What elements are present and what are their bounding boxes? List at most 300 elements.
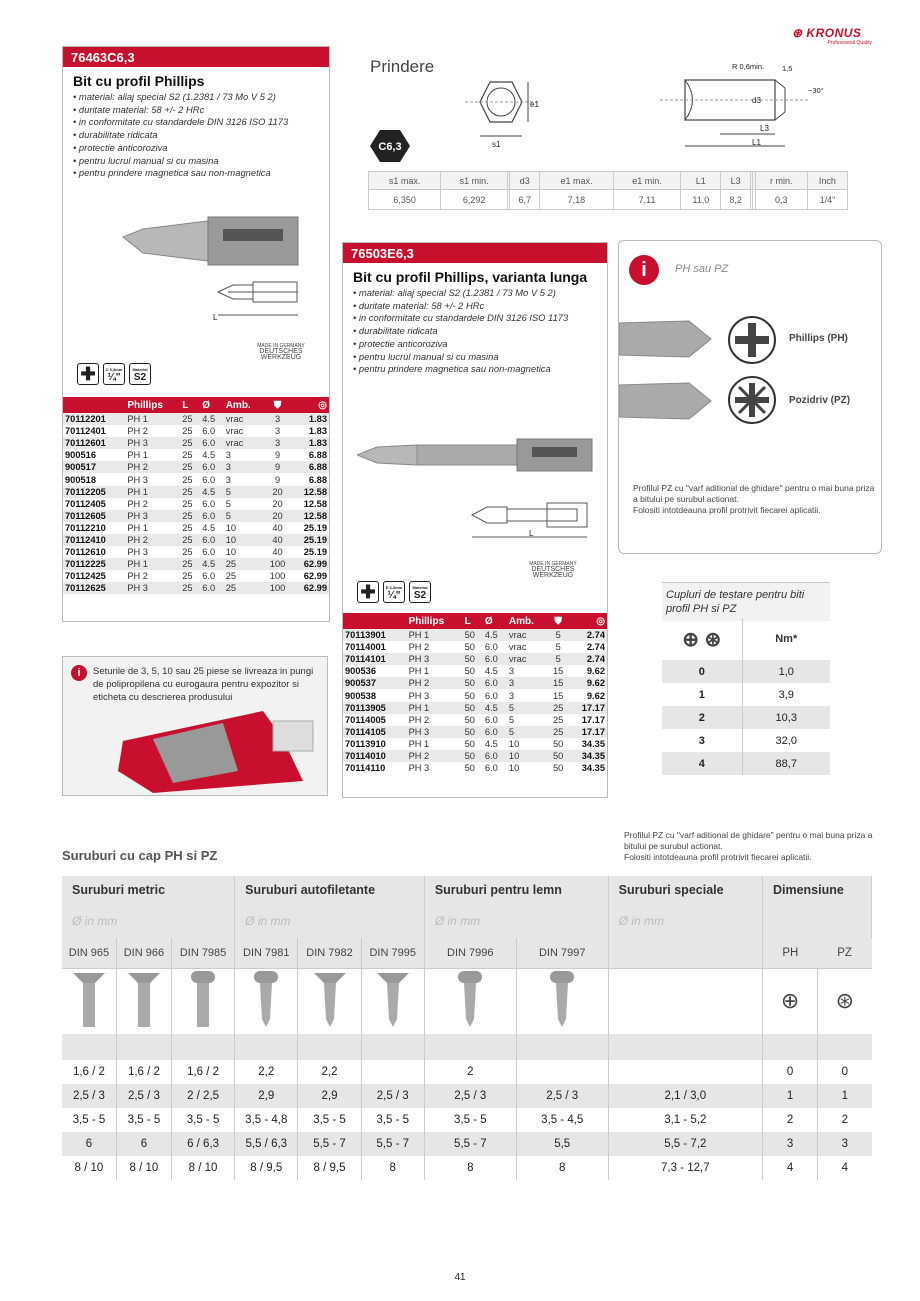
cell-code: 70112405 [65, 498, 106, 509]
screw-size-cell: 3,5 - 5 [62, 1108, 116, 1132]
screw-size-cell: 2,9 [298, 1084, 361, 1108]
cell-price-icon: 2.74 [568, 653, 607, 665]
cell-code: 70113901 [343, 629, 407, 641]
cell-pack: vrac [224, 413, 264, 425]
table-row [63, 546, 329, 558]
screw-image [62, 968, 116, 1034]
standard-label: DIN 7996 [424, 938, 516, 968]
cell-pack: 10 [508, 763, 520, 774]
ph-pz-text: Profilul PZ cu "varf aditional de ghidare" pentru o mai buna priza a bitului pe surubul actionat. Folositi intotdeauna profil protrivit fiecarei aplicatii. [633, 483, 875, 515]
material-text: S2 [133, 372, 147, 383]
product-code: 76463C6,3 [63, 47, 329, 67]
cell-phillips: PH 1 [125, 413, 180, 425]
screw-size-cell: 8 / 9,5 [235, 1156, 298, 1180]
cell-pack: 3 [224, 461, 264, 473]
torque-title: Cupluri de testare pentru biti profil PH si PZ [662, 582, 830, 621]
screw-size-cell: 1,6 / 2 [171, 1060, 234, 1084]
cell-code: 70114105 [343, 726, 407, 738]
table-row [343, 641, 607, 653]
cell-pack: 3 [508, 666, 515, 677]
cell-diameter: 4.5 [200, 486, 224, 498]
cell-phillips: PH 2 [408, 714, 430, 725]
screw-size-cell: 1,6 / 2 [116, 1060, 171, 1084]
table-row [343, 726, 607, 738]
screw-size-cell: 8 / 10 [116, 1156, 171, 1180]
cell-pack-icon: 40 [264, 534, 291, 546]
cell-phillips: PH 3 [127, 474, 148, 485]
shank-side-drawing [660, 68, 820, 152]
spacer-cell [171, 1034, 234, 1060]
cell-diameter: 4.5 [484, 666, 498, 677]
cell-phillips: PH 2 [408, 642, 430, 653]
table-row [343, 689, 607, 701]
cell-pack-icon: 40 [272, 522, 283, 533]
cell-code: 70113905 [343, 702, 407, 714]
torque-value: 32,0 [775, 734, 797, 747]
table-row [343, 762, 607, 774]
werkzeug-text: DEUTSCHES WERKZEUG [531, 566, 575, 579]
standard-label: DIN 7982 [298, 938, 361, 968]
cell-diameter: 6.0 [200, 461, 224, 473]
group-header: Suruburi speciale [608, 876, 762, 904]
screw-size-cell: 0 [841, 1066, 849, 1078]
spec-value: 7,11 [613, 190, 681, 210]
cell-diameter: 6.0 [483, 653, 507, 665]
phillips-profile-icon [727, 315, 777, 365]
cell-code: 70112610 [65, 547, 106, 558]
screw-size-cell: 5,5 / 6,3 [235, 1132, 298, 1156]
product-code: 76503E6,3 [343, 243, 607, 263]
drive-size-badge [383, 581, 405, 603]
feature-item: • in conformitate cu standardele DIN 3126 ISO 1173 [73, 116, 329, 129]
table-row [62, 1060, 872, 1084]
cell-code: 900538 [345, 690, 377, 701]
spec-value-row [369, 190, 848, 210]
feature-item: • pentru prindere magnetica sau non-magnetica [73, 167, 329, 180]
cell-pack-icon: 40 [272, 547, 283, 558]
pz-note-text: Profilul PZ cu "varf aditional de ghidare" pentru o mai buna priza a bitului pe surubul actionat. Folositi intotdeauna profil protrivit fiecarei aplicatii. [624, 830, 873, 862]
cell-diameter: 4.5 [483, 702, 507, 714]
screw-size-cell: 2,2 [298, 1060, 361, 1084]
pozidriv-profile-icon [727, 375, 777, 425]
cell-price-icon: 17.17 [568, 726, 607, 738]
group-header: Suruburi pentru lemn [424, 876, 608, 904]
cell-length: 25 [180, 486, 200, 498]
dim-label-l: L [529, 529, 534, 538]
cell-pack: 5 [224, 510, 264, 522]
cell-pack-icon: 25 [548, 702, 568, 714]
screw-icon [310, 971, 350, 1029]
unit-cell [762, 904, 871, 938]
cell-pack-icon: 9 [264, 461, 291, 473]
brand-logo [792, 26, 872, 46]
screw-size-cell: 8 [516, 1156, 608, 1180]
drive-frac-text: ¼" [107, 372, 121, 383]
standard-label: DIN 966 [116, 938, 171, 968]
ph-pz-info-panel [618, 240, 882, 554]
info-sets-box [62, 656, 328, 796]
screw-size-cell: 5,5 - 7 [361, 1132, 424, 1156]
cell-length: 50 [463, 653, 483, 665]
made-in-text: MADE IN GERMANY [529, 561, 577, 567]
spec-header: e1 min. [613, 172, 681, 190]
group-header-row [62, 876, 872, 904]
screw-size-cell: 3,5 - 5 [361, 1108, 424, 1132]
cell-price-icon: 12.58 [303, 498, 327, 509]
cell-phillips: PH 3 [125, 582, 180, 594]
cell-length: 25 [182, 426, 193, 437]
phillips-label: Phillips (PH) [789, 333, 848, 344]
cell-pack-icon: 3 [264, 413, 291, 425]
product-card-2 [342, 242, 608, 798]
cell-diameter: 6.0 [200, 510, 224, 522]
dim-col-label: PZ [818, 938, 872, 968]
table-row [63, 522, 329, 534]
unit-cell: Ø in mm [424, 904, 608, 938]
cell-phillips: PH 2 [127, 571, 148, 582]
cell-phillips: PH 3 [407, 653, 463, 665]
screw-size-cell [361, 1060, 424, 1084]
table-row [63, 534, 329, 546]
spacer-cell [762, 1034, 817, 1060]
cell-price-icon: 25.19 [303, 522, 327, 533]
cell-price-icon: 12.58 [291, 486, 329, 498]
brand-tagline: Professional Quality [827, 40, 872, 46]
header-diameter: Ø [483, 613, 507, 629]
table-row [63, 498, 329, 510]
pozidriv-icon: ⊛ [818, 968, 872, 1034]
table-row [343, 653, 607, 665]
ph-pz-title: PH sau PZ [675, 263, 729, 275]
cell-code: 70113910 [345, 738, 386, 749]
header-phillips: Phillips [125, 397, 180, 413]
cell-pack-icon: 100 [269, 571, 286, 582]
cell-price-icon: 1.83 [308, 426, 327, 437]
feature-list [63, 91, 329, 180]
spec-value: 6,292 [441, 190, 508, 210]
torque-size: 2 [662, 706, 742, 729]
cell-length: 25 [180, 437, 200, 449]
spec-header-row [369, 172, 848, 190]
screw-image [235, 968, 298, 1034]
cell-price-icon: 1.83 [291, 413, 329, 425]
feature-item: • duritate material: 58 +/- 2 HRc [73, 104, 329, 117]
feature-item: • protectie anticoroziva [73, 142, 329, 155]
cell-length: 25 [182, 522, 193, 533]
unit-cell: Ø in mm [62, 904, 235, 938]
screw-size-cell: 7,3 - 12,7 [608, 1156, 762, 1180]
cell-phillips: PH 1 [125, 486, 180, 498]
cell-phillips: PH 1 [407, 702, 463, 714]
spacer-cell [298, 1034, 361, 1060]
cell-pack-icon: 5 [555, 642, 561, 653]
screw-size-cell: 8 / 10 [62, 1156, 116, 1180]
table-row [62, 1156, 872, 1180]
cell-pack: 3 [225, 450, 231, 461]
material-badge [409, 581, 431, 603]
group-header: Dimensiune [762, 876, 871, 904]
screw-size-cell: 2,5 / 3 [424, 1084, 516, 1108]
standard-label: DIN 7997 [516, 938, 608, 968]
cell-pack-icon: 15 [552, 666, 564, 677]
spacer-cell [116, 1034, 171, 1060]
screw-size-cell: 8 / 9,5 [298, 1156, 361, 1180]
table-row [63, 473, 329, 485]
cell-pack: vrac [508, 642, 527, 653]
prindere-title: Prindere [370, 57, 435, 76]
cell-code: 70114101 [343, 653, 407, 665]
torque-unit: Nm* [775, 633, 798, 645]
cell-diameter: 6.0 [202, 474, 216, 485]
cell-pack-icon: 3 [264, 437, 291, 449]
screw-size-cell: 4 [762, 1156, 817, 1180]
feature-item: • material: aliaj special S2 (1.2381 / 73 Mo V 5 2) [73, 91, 329, 104]
cell-length: 50 [464, 642, 475, 653]
prindere-spec-table [368, 171, 848, 210]
table-row [343, 665, 607, 677]
cell-price-icon: 25.19 [291, 534, 329, 546]
cell-phillips: PH 3 [408, 763, 430, 774]
cell-diameter: 6.0 [484, 714, 498, 725]
screw-size-cell: 6 [116, 1132, 171, 1156]
screw-size-cell: 8 [361, 1156, 424, 1180]
screw-size-cell: 3,5 - 4,8 [235, 1108, 298, 1132]
cell-pack: 10 [225, 547, 237, 558]
cell-price-icon: 17.17 [581, 714, 605, 725]
unit-cell: Ø in mm [235, 904, 425, 938]
cell-pack: 5 [225, 498, 231, 509]
cell-pack-icon: 25 [548, 726, 568, 738]
material-text: S2 [413, 590, 427, 601]
drive-size-text: C 6,3mm [105, 367, 123, 372]
badge-row [77, 363, 151, 385]
material-label: Material [132, 367, 148, 372]
screw-image [116, 968, 171, 1034]
cell-diameter: 6.0 [200, 534, 224, 546]
screw-size-cell: 1,6 / 2 [62, 1060, 116, 1084]
header-length: L [463, 613, 483, 629]
cell-code: 70112625 [63, 582, 125, 594]
c63-badge [370, 128, 410, 164]
table-row [62, 1084, 872, 1108]
price-table-1 [63, 397, 329, 594]
table-row [63, 570, 329, 582]
cell-pack-icon: 50 [548, 750, 568, 762]
screw-size-cell: 0 [762, 1060, 817, 1084]
header-pack: Amb. [224, 397, 264, 413]
screw-size-cell: 5,5 - 7 [298, 1132, 361, 1156]
header-diameter: Ø [200, 397, 224, 413]
spec-value: 11,0 [681, 190, 721, 210]
feature-item: • pentru prindere magnetica sau non-magnetica [353, 363, 607, 376]
standard-label: DIN 965 [62, 938, 116, 968]
cell-length: 50 [463, 702, 483, 714]
spec-value: 7,18 [540, 190, 613, 210]
screw-size-cell: 8 / 10 [171, 1156, 234, 1180]
cell-code: 70112425 [65, 571, 106, 582]
ph-pz-bits-image [619, 311, 719, 421]
bit-image [113, 207, 313, 327]
unit-row [62, 904, 872, 938]
cell-pack: 10 [225, 522, 237, 533]
dim-chamfer: 1,5 [782, 64, 793, 73]
product-card-1 [62, 46, 330, 622]
dim-r: R 0,6min. [732, 62, 765, 71]
cell-price-icon: 2.74 [568, 629, 607, 641]
screw-image [516, 968, 608, 1034]
feature-item: • pentru lucrul manual si cu masina [73, 155, 329, 168]
drive-size-text: E 6,3mm [385, 585, 403, 590]
cell-phillips: PH 1 [408, 666, 430, 677]
product-title: Bit cu profil Phillips, varianta lunga [353, 269, 588, 285]
cell-phillips: PH 3 [408, 690, 430, 701]
cell-pack: vrac [224, 437, 264, 449]
cell-price-icon: 9.62 [586, 690, 605, 701]
image-row [62, 968, 872, 1034]
cell-pack: 25 [224, 558, 264, 570]
screw-size-cell: 1 [762, 1084, 817, 1108]
cell-pack-icon: 3 [274, 426, 281, 437]
screw-size-cell: 2 [424, 1060, 516, 1084]
screw-size-cell: 2 [841, 1114, 849, 1126]
unit-cell: Ø in mm [608, 904, 762, 938]
material-label: Material [412, 585, 428, 590]
long-bit-image [357, 433, 597, 543]
spec-value: 1/4" [807, 190, 847, 210]
screw-size-cell: 6 [62, 1132, 116, 1156]
torque-value: 88,7 [742, 752, 830, 775]
cell-diameter: 4.5 [202, 522, 216, 533]
cell-code: 900518 [65, 474, 97, 485]
cell-price-icon: 6.88 [291, 461, 329, 473]
screw-size-cell: 2,5 / 3 [361, 1084, 424, 1108]
cell-length: 25 [180, 558, 200, 570]
coins-icon: ◎ [568, 613, 607, 629]
cell-code: 70112410 [63, 534, 125, 546]
cell-pack-icon: 15 [552, 690, 564, 701]
dim-angle: ~30° [808, 86, 824, 95]
logo-mark-icon: ⊛ [792, 26, 803, 40]
cell-pack-icon: 50 [552, 763, 564, 774]
cell-length: 50 [463, 726, 483, 738]
cell-price-icon: 34.35 [581, 763, 605, 774]
made-in-germany-badge [513, 561, 593, 579]
cell-length: 25 [182, 498, 193, 509]
screw-size-cell: 2,5 / 3 [116, 1084, 171, 1108]
standard-label: DIN 7985 [171, 938, 234, 968]
table-row [343, 629, 607, 641]
cell-length: 25 [182, 571, 193, 582]
packaging-bag-image [113, 711, 323, 793]
cell-price-icon: 62.99 [291, 558, 329, 570]
cell-length: 50 [464, 690, 475, 701]
cell-length: 25 [180, 413, 200, 425]
cell-phillips: PH 2 [407, 677, 463, 689]
empty-cell [608, 968, 762, 1034]
cell-pack-icon: 9 [274, 474, 281, 485]
info-icon: i [629, 255, 659, 285]
cell-pack: 3 [507, 677, 548, 689]
cell-pack: vrac [225, 426, 244, 437]
feature-item: • pentru lucrul manual si cu masina [353, 351, 607, 364]
cell-pack-icon: 25 [552, 714, 564, 725]
spacer-cell [818, 1034, 872, 1060]
table-row [343, 677, 607, 689]
screw-size-cell: 3,1 - 5,2 [608, 1108, 762, 1132]
header-length: L [180, 397, 200, 413]
cell-length: 50 [463, 750, 483, 762]
dim-label-l: L [213, 313, 218, 322]
cell-length: 25 [182, 547, 193, 558]
screw-size-cell: 3,5 - 5 [116, 1108, 171, 1132]
cell-pack-icon: 100 [264, 558, 291, 570]
cell-phillips: PH 1 [407, 629, 463, 641]
material-badge [129, 363, 151, 385]
cell-diameter: 6.0 [200, 437, 224, 449]
cell-length: 50 [464, 666, 475, 677]
spacer-cell [516, 1034, 608, 1060]
torque-row [662, 752, 830, 775]
screw-size-cell: 3 [762, 1132, 817, 1156]
werkzeug-text: DEUTSCHES WERKZEUG [259, 348, 303, 361]
torque-row [662, 683, 830, 706]
spacer-cell [608, 1034, 762, 1060]
screw-image [171, 968, 234, 1034]
cell-price-icon: 25.19 [303, 547, 327, 558]
cell-pack: 10 [224, 534, 264, 546]
standard-label: DIN 7981 [235, 938, 298, 968]
table-row [63, 461, 329, 473]
cell-code: 70112205 [63, 486, 125, 498]
spec-header: r min. [755, 172, 807, 190]
cell-diameter: 6.0 [202, 547, 216, 558]
screw-size-cell: 2,5 / 3 [62, 1084, 116, 1108]
cell-phillips: PH 1 [127, 522, 148, 533]
cell-code: 70114001 [345, 642, 386, 653]
cell-code: 70114110 [345, 763, 386, 774]
cell-price-icon: 1.83 [291, 437, 329, 449]
table-row [63, 582, 329, 594]
table-header [63, 397, 329, 413]
cell-diameter: 4.5 [483, 629, 507, 641]
made-in-text: MADE IN GERMANY [257, 343, 305, 349]
spec-header: e1 max. [540, 172, 613, 190]
screw-image [361, 968, 424, 1034]
table-row [63, 437, 329, 449]
cell-code: 900517 [63, 461, 125, 473]
screw-size-cell: 3,5 - 5 [298, 1108, 361, 1132]
feature-item: • in conformitate cu standardele DIN 3126 ISO 1173 [353, 312, 607, 325]
dim-col-label: PH [762, 938, 817, 968]
feature-item: • material: aliaj special S2 (1.2381 / 73 Mo V 5 2) [353, 287, 607, 300]
dim-s1: s1 [492, 140, 501, 149]
screw-size-cell: 2,9 [235, 1084, 298, 1108]
cell-phillips: PH 3 [125, 510, 180, 522]
table-row [63, 558, 329, 570]
torque-row [662, 660, 830, 683]
cell-price-icon: 62.99 [291, 582, 329, 594]
cell-pack: 5 [507, 726, 548, 738]
cell-phillips: PH 2 [125, 534, 180, 546]
bag-icon: ⛊ [548, 613, 568, 629]
torque-value: 1,0 [742, 660, 830, 683]
spacer-row [62, 1034, 872, 1060]
screw-size-cell [516, 1060, 608, 1084]
cell-code: 70112201 [63, 413, 125, 425]
header-pack: Amb. [507, 613, 548, 629]
spacer-cell [235, 1034, 298, 1060]
phillips-icon: ✚ [357, 581, 379, 603]
